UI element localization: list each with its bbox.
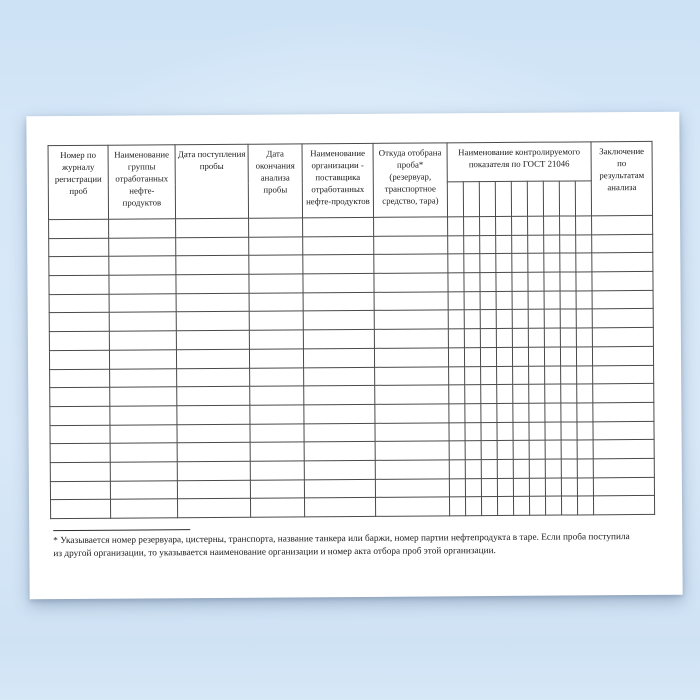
empty-cell <box>110 480 177 499</box>
empty-cell <box>576 309 592 328</box>
empty-cell <box>50 462 110 481</box>
empty-cell <box>176 256 249 275</box>
empty-cell <box>512 291 528 310</box>
empty-cell <box>544 235 560 254</box>
empty-cell <box>545 403 561 422</box>
empty-cell <box>497 366 513 385</box>
empty-cell <box>560 291 576 310</box>
empty-cell <box>480 310 496 329</box>
table-body <box>49 215 655 518</box>
indicator-subcolumn-header <box>463 182 479 217</box>
empty-cell <box>249 255 303 274</box>
empty-cell <box>250 367 304 386</box>
empty-cell <box>513 403 529 422</box>
empty-cell <box>497 478 513 497</box>
empty-cell <box>496 272 512 291</box>
empty-cell <box>50 425 110 444</box>
empty-cell <box>177 368 250 387</box>
empty-cell <box>529 403 545 422</box>
indicator-subcolumn-header <box>527 181 543 216</box>
sample-registration-table <box>48 141 656 519</box>
empty-cell <box>448 310 464 329</box>
empty-cell <box>496 347 512 366</box>
empty-cell <box>375 385 449 404</box>
empty-cell <box>497 459 513 478</box>
empty-cell <box>249 237 303 256</box>
empty-cell <box>49 350 109 369</box>
empty-cell <box>375 441 449 460</box>
empty-cell <box>480 291 496 310</box>
empty-cell <box>545 422 561 441</box>
empty-cell <box>513 441 529 460</box>
empty-cell <box>529 366 545 385</box>
empty-cell <box>592 234 653 253</box>
indicator-subcolumn-header <box>447 182 463 217</box>
empty-cell <box>497 422 513 441</box>
empty-cell <box>448 329 464 348</box>
empty-cell <box>528 328 544 347</box>
empty-cell <box>496 329 512 348</box>
empty-cell <box>375 404 449 423</box>
empty-cell <box>374 348 448 367</box>
indicator-subcolumn-header <box>495 181 511 216</box>
empty-cell <box>50 369 110 388</box>
empty-cell <box>529 496 545 515</box>
empty-cell <box>464 254 480 273</box>
empty-cell <box>448 273 464 292</box>
empty-cell <box>449 385 465 404</box>
empty-cell <box>374 254 448 273</box>
empty-cell <box>464 347 480 366</box>
empty-cell <box>49 219 109 238</box>
empty-cell <box>592 253 653 272</box>
empty-cell <box>513 384 529 403</box>
empty-cell <box>304 460 375 479</box>
col-header-controlled-indicator-group: Наименование контролируемого показателя по ГОСТ 21046 <box>447 142 591 182</box>
empty-cell <box>176 237 249 256</box>
empty-cell <box>480 235 496 254</box>
empty-cell <box>480 254 496 273</box>
empty-cell <box>177 424 250 443</box>
empty-cell <box>561 496 577 515</box>
empty-cell <box>561 422 577 441</box>
col-header-date-received: Дата поступления пробы <box>175 144 249 219</box>
footnote-separator <box>53 529 190 531</box>
empty-cell <box>577 403 593 422</box>
empty-cell <box>449 366 465 385</box>
empty-cell <box>250 479 304 498</box>
empty-cell <box>465 403 481 422</box>
empty-cell <box>593 402 654 421</box>
empty-cell <box>592 215 653 234</box>
empty-cell <box>576 216 592 235</box>
empty-cell <box>560 272 576 291</box>
empty-cell <box>303 348 374 367</box>
empty-cell <box>49 331 109 350</box>
empty-cell <box>481 403 497 422</box>
empty-cell <box>480 347 496 366</box>
empty-cell <box>480 329 496 348</box>
empty-cell <box>576 235 592 254</box>
empty-cell <box>109 275 176 294</box>
empty-cell <box>176 218 249 237</box>
empty-cell <box>576 253 592 272</box>
empty-cell <box>50 443 110 462</box>
empty-cell <box>249 218 303 237</box>
empty-cell <box>449 497 465 516</box>
empty-data-row <box>51 496 655 519</box>
empty-cell <box>250 423 304 442</box>
empty-cell <box>593 384 654 403</box>
empty-cell <box>593 440 654 459</box>
empty-cell <box>109 312 176 331</box>
empty-cell <box>177 461 250 480</box>
empty-cell <box>110 387 177 406</box>
empty-cell <box>576 328 592 347</box>
empty-cell <box>496 216 512 235</box>
empty-cell <box>449 478 465 497</box>
empty-cell <box>577 384 593 403</box>
empty-cell <box>560 328 576 347</box>
empty-cell <box>592 290 653 309</box>
empty-cell <box>529 478 545 497</box>
empty-cell <box>50 387 110 406</box>
empty-cell <box>448 235 464 254</box>
empty-cell <box>464 235 480 254</box>
indicator-subcolumn-header <box>575 181 591 216</box>
empty-cell <box>375 460 449 479</box>
empty-cell <box>544 272 560 291</box>
empty-cell <box>513 366 529 385</box>
indicator-subcolumn-header <box>543 181 559 216</box>
empty-cell <box>560 309 576 328</box>
empty-cell <box>50 406 110 425</box>
empty-cell <box>374 273 448 292</box>
empty-cell <box>109 256 176 275</box>
empty-cell <box>374 217 448 236</box>
empty-cell <box>448 217 464 236</box>
empty-cell <box>303 255 374 274</box>
empty-cell <box>109 237 176 256</box>
empty-cell <box>593 458 654 477</box>
document-page <box>26 112 682 600</box>
empty-cell <box>464 329 480 348</box>
empty-cell <box>109 219 176 238</box>
empty-cell <box>110 462 177 481</box>
empty-cell <box>374 329 448 348</box>
empty-cell <box>528 235 544 254</box>
empty-cell <box>496 235 512 254</box>
empty-cell <box>448 291 464 310</box>
col-header-supplier-organization: Наименование организации - поставщика отработанных нефте-продуктов <box>302 143 374 217</box>
empty-cell <box>545 384 561 403</box>
empty-cell <box>528 347 544 366</box>
col-header-sample-number: Номер по журналу регистрации проб <box>48 145 109 219</box>
empty-cell <box>481 497 497 516</box>
empty-cell <box>594 496 655 515</box>
empty-cell <box>250 386 304 405</box>
empty-cell <box>375 422 449 441</box>
empty-cell <box>50 481 110 500</box>
empty-cell <box>177 499 250 518</box>
indicator-subcolumn-header <box>559 181 575 216</box>
empty-cell <box>577 477 593 496</box>
empty-cell <box>303 217 374 236</box>
empty-cell <box>544 310 560 329</box>
empty-cell <box>497 403 513 422</box>
empty-cell <box>593 346 654 365</box>
footnote-text: * Указывается номер резервуара, цистерны, транспорта, название танкера или баржи, номер партии нефтепродукта в таре. Если проба поступила из другой организации, то указывается наименование организации и номер акта отбора проб этой организации. <box>53 532 630 560</box>
empty-cell <box>544 347 560 366</box>
empty-cell <box>465 441 481 460</box>
empty-cell <box>544 291 560 310</box>
empty-cell <box>250 442 304 461</box>
empty-cell <box>303 311 374 330</box>
empty-cell <box>448 348 464 367</box>
empty-cell <box>512 310 528 329</box>
empty-cell <box>177 442 250 461</box>
empty-cell <box>592 271 653 290</box>
empty-cell <box>481 441 497 460</box>
empty-cell <box>465 385 481 404</box>
empty-cell <box>110 443 177 462</box>
empty-cell <box>303 236 374 255</box>
empty-cell <box>513 459 529 478</box>
empty-cell <box>561 478 577 497</box>
empty-cell <box>512 347 528 366</box>
empty-cell <box>561 459 577 478</box>
empty-cell <box>577 459 593 478</box>
empty-cell <box>544 253 560 272</box>
empty-cell <box>304 404 375 423</box>
empty-cell <box>109 350 176 369</box>
empty-cell <box>250 498 304 517</box>
empty-cell <box>304 386 375 405</box>
empty-cell <box>529 440 545 459</box>
empty-cell <box>177 480 250 499</box>
empty-cell <box>304 442 375 461</box>
empty-cell <box>49 275 109 294</box>
empty-cell <box>465 497 481 516</box>
empty-cell <box>560 347 576 366</box>
empty-cell <box>465 422 481 441</box>
empty-cell <box>177 405 250 424</box>
empty-cell <box>375 366 449 385</box>
empty-cell <box>303 329 374 348</box>
empty-cell <box>249 293 303 312</box>
empty-cell <box>513 497 529 516</box>
empty-cell <box>449 460 465 479</box>
empty-cell <box>49 294 109 313</box>
empty-cell <box>481 422 497 441</box>
empty-cell <box>374 292 448 311</box>
empty-cell <box>561 403 577 422</box>
empty-cell <box>176 349 249 368</box>
empty-cell <box>481 366 497 385</box>
empty-cell <box>512 235 528 254</box>
empty-cell <box>528 310 544 329</box>
empty-cell <box>49 238 109 257</box>
empty-cell <box>512 328 528 347</box>
empty-cell <box>513 422 529 441</box>
empty-cell <box>513 478 529 497</box>
empty-cell <box>480 273 496 292</box>
empty-cell <box>593 421 654 440</box>
empty-cell <box>49 257 109 276</box>
empty-cell <box>545 478 561 497</box>
empty-cell <box>577 421 593 440</box>
indicator-subcolumn-header <box>479 182 495 217</box>
empty-cell <box>529 384 545 403</box>
empty-cell <box>481 478 497 497</box>
empty-cell <box>560 253 576 272</box>
empty-cell <box>497 497 513 516</box>
empty-cell <box>249 349 303 368</box>
empty-cell <box>249 311 303 330</box>
empty-cell <box>110 406 177 425</box>
empty-cell <box>528 216 544 235</box>
empty-cell <box>512 254 528 273</box>
empty-cell <box>464 310 480 329</box>
empty-cell <box>497 441 513 460</box>
empty-cell <box>560 216 576 235</box>
col-header-conclusion: Заключение по результатам анализа <box>591 141 653 215</box>
empty-cell <box>464 217 480 236</box>
empty-cell <box>465 478 481 497</box>
empty-cell <box>497 385 513 404</box>
col-header-sample-source: Откуда отобрана проба* (резервуар, транспортное средство, тара) <box>373 143 448 218</box>
empty-cell <box>576 291 592 310</box>
empty-cell <box>303 292 374 311</box>
empty-cell <box>512 272 528 291</box>
empty-cell <box>480 217 496 236</box>
empty-cell <box>375 497 449 516</box>
empty-cell <box>374 310 448 329</box>
empty-cell <box>561 384 577 403</box>
indicator-subcolumn-header <box>511 181 527 216</box>
empty-cell <box>176 293 249 312</box>
empty-cell <box>496 254 512 273</box>
empty-cell <box>592 328 653 347</box>
empty-cell <box>593 365 654 384</box>
empty-cell <box>464 273 480 292</box>
empty-cell <box>481 385 497 404</box>
empty-cell <box>375 478 449 497</box>
empty-cell <box>249 330 303 349</box>
empty-cell <box>577 365 593 384</box>
empty-cell <box>545 440 561 459</box>
empty-cell <box>449 404 465 423</box>
empty-cell <box>496 291 512 310</box>
empty-cell <box>176 330 249 349</box>
empty-cell <box>304 479 375 498</box>
empty-cell <box>561 365 577 384</box>
empty-cell <box>249 274 303 293</box>
empty-cell <box>560 235 576 254</box>
empty-cell <box>109 293 176 312</box>
empty-cell <box>374 236 448 255</box>
empty-cell <box>545 496 561 515</box>
empty-cell <box>465 366 481 385</box>
empty-cell <box>561 440 577 459</box>
empty-cell <box>481 459 497 478</box>
empty-cell <box>545 366 561 385</box>
empty-cell <box>528 254 544 273</box>
empty-cell <box>576 347 592 366</box>
empty-cell <box>250 461 304 480</box>
empty-cell <box>49 313 109 332</box>
empty-cell <box>449 422 465 441</box>
empty-cell <box>576 272 592 291</box>
empty-cell <box>449 441 465 460</box>
empty-cell <box>512 216 528 235</box>
empty-cell <box>110 499 177 518</box>
empty-cell <box>592 309 653 328</box>
table-header-row <box>48 141 652 184</box>
col-header-product-group: Наименование группы отработанных нефте-продуктов <box>108 145 176 219</box>
empty-cell <box>496 310 512 329</box>
empty-cell <box>544 328 560 347</box>
col-header-date-analysis-end: Дата окончания анализа пробы <box>248 144 303 218</box>
empty-cell <box>529 459 545 478</box>
empty-cell <box>176 274 249 293</box>
empty-cell <box>110 424 177 443</box>
empty-cell <box>593 477 654 496</box>
empty-cell <box>304 423 375 442</box>
empty-cell <box>304 367 375 386</box>
empty-cell <box>529 422 545 441</box>
empty-cell <box>544 216 560 235</box>
empty-cell <box>528 291 544 310</box>
empty-cell <box>177 386 250 405</box>
empty-cell <box>545 459 561 478</box>
empty-cell <box>51 500 111 519</box>
empty-cell <box>304 498 375 517</box>
empty-cell <box>250 405 304 424</box>
empty-cell <box>577 440 593 459</box>
empty-cell <box>465 460 481 479</box>
empty-cell <box>110 368 177 387</box>
empty-cell <box>464 291 480 310</box>
empty-cell <box>303 273 374 292</box>
empty-cell <box>448 254 464 273</box>
empty-cell <box>528 272 544 291</box>
empty-cell <box>109 331 176 350</box>
empty-cell <box>176 312 249 331</box>
empty-cell <box>577 496 593 515</box>
